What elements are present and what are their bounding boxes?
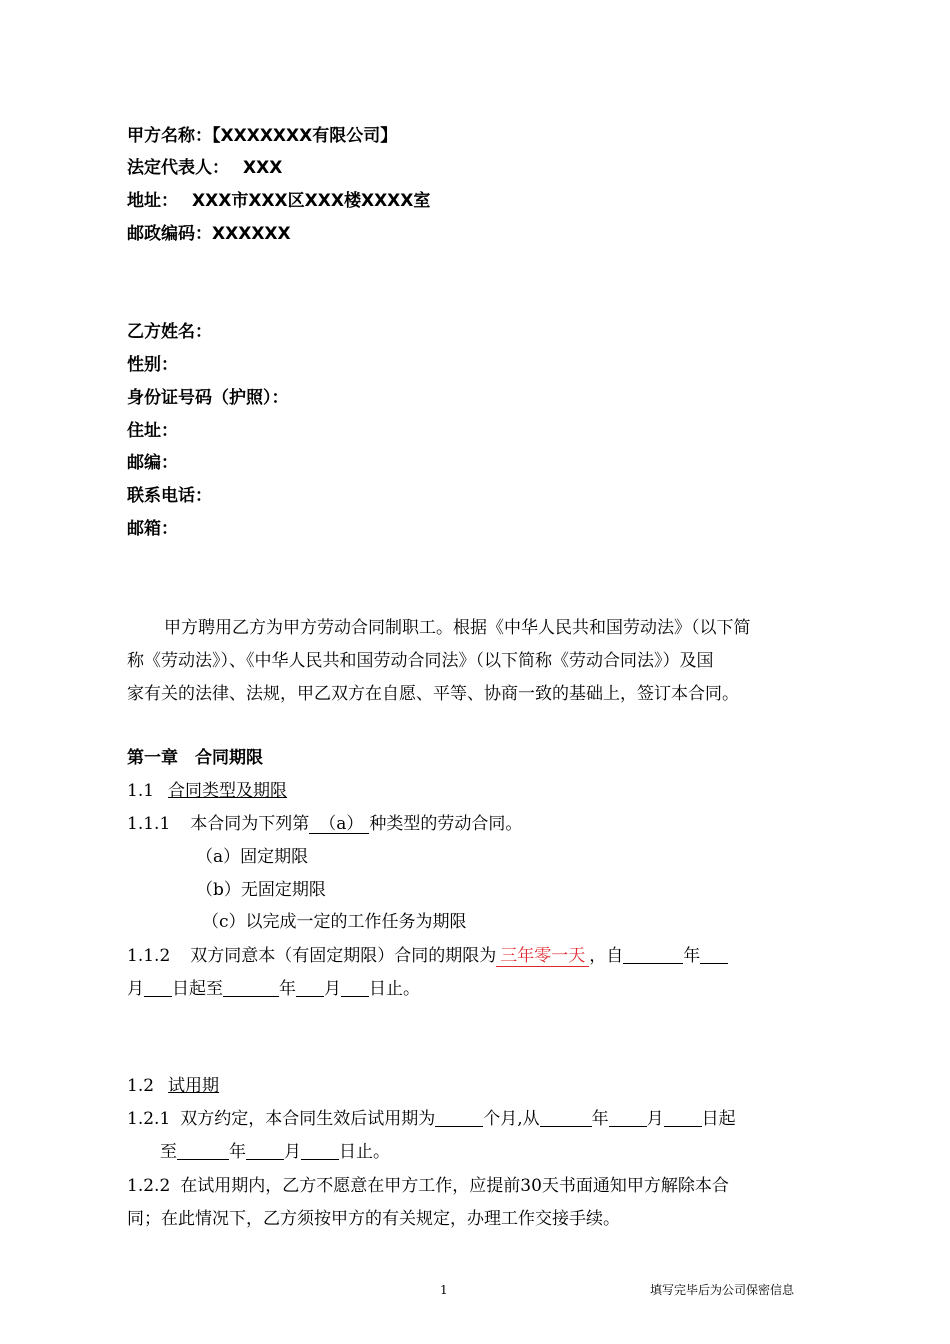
party-b-gender-label: 性别： (127, 355, 178, 375)
section-1-2-1-cont (160, 1140, 390, 1164)
intro-line-3: 家有关的法律、法规，甲乙双方在自愿、平等、协商一致的基础上，签订本合同。 (127, 684, 739, 704)
year-label: 年 (683, 946, 701, 966)
party-b-postal-label: 邮编： (127, 453, 178, 473)
option-c: （c）以完成一定的工作任务为期限 (202, 912, 467, 932)
section-1-2 (127, 1074, 219, 1098)
section-1-2-number: 1.2 (127, 1076, 155, 1096)
party-a-address (127, 189, 430, 213)
party-b-address-label: 住址： (127, 421, 178, 441)
section-1-1-1-text: 本合同为下列第 (190, 814, 310, 834)
party-a-rep-value: XXX (243, 158, 283, 178)
section-1-1-2-number: 1.1.2 (127, 946, 171, 966)
party-a-postal (127, 222, 291, 246)
probation-start-day-blank (664, 1108, 702, 1127)
party-a-representative (127, 156, 282, 180)
party-a-name (127, 124, 397, 148)
section-1-2-1-text: 双方约定，本合同生效后试用期为 (180, 1109, 436, 1129)
section-1-2-2-number: 1.2.2 (127, 1176, 171, 1196)
section-1-1-2-text: 双方同意本（有固定期限）合同的期限为 (190, 946, 497, 966)
month-label: 月 (646, 1109, 664, 1129)
section-1-1-1-text-end: 种类型的劳动合同。 (369, 814, 523, 834)
section-1-2-title: 试用期 (168, 1076, 220, 1096)
probation-start-month-blank (609, 1108, 647, 1127)
probation-end-year-blank (177, 1141, 229, 1160)
section-1-1 (127, 779, 287, 803)
option-a: （a）固定期限 (196, 847, 309, 867)
section-1-1-2-from: ，自 (589, 946, 624, 966)
party-a-postal-label: 邮政编码： (127, 224, 212, 244)
intro-line-1: 甲方聘用乙方为甲方劳动合同制职工。根据《中华人民共和国劳动法》（以下简 (164, 618, 751, 638)
month-label: 月 (127, 979, 144, 999)
section-1-2-1-number: 1.2.1 (127, 1109, 171, 1129)
end-month-blank (296, 978, 324, 997)
probation-months-blank (435, 1108, 483, 1127)
to-label: 至 (160, 1142, 177, 1162)
section-1-1-title: 合同类型及期限 (168, 781, 288, 801)
confidential-note: 填写完毕后为公司保密信息 (650, 1283, 795, 1297)
month-label: 月 (284, 1142, 301, 1162)
party-a-addr-value: XXX市XXX区XXX楼XXXX室 (192, 191, 431, 211)
section-1-1-number: 1.1 (127, 781, 155, 801)
end-day-blank (341, 978, 369, 997)
day-end-label: 日止。 (369, 979, 420, 999)
contract-type-choice: （a） (309, 815, 369, 834)
party-a-name-value: 【XXXXXXX有限公司】 (212, 126, 398, 146)
party-b-name-label: 乙方姓名： (127, 322, 212, 342)
section-1-1-2 (127, 944, 728, 968)
day-from-label: 日起至 (172, 979, 223, 999)
start-month-blank (700, 945, 728, 964)
start-day-blank (144, 978, 172, 997)
year-label: 年 (229, 1142, 246, 1162)
year-label: 年 (279, 979, 296, 999)
option-b: （b）无固定期限 (196, 880, 326, 900)
end-year-blank (223, 978, 279, 997)
party-a-postal-value: XXXXXX (212, 224, 291, 244)
section-1-2-1-from: 个月,从 (483, 1109, 540, 1129)
probation-end-day-blank (301, 1141, 339, 1160)
probation-start-year-blank (540, 1108, 592, 1127)
party-a-rep-label: 法定代表人： (127, 158, 229, 178)
section-1-2-2 (127, 1174, 729, 1198)
section-1-1-1-number: 1.1.1 (127, 814, 171, 834)
party-a-name-label: 甲方名称： (127, 126, 212, 146)
party-b-email-label: 邮箱： (127, 519, 178, 539)
probation-end-month-blank (246, 1141, 284, 1160)
day-end-label: 日止。 (339, 1142, 390, 1162)
section-1-2-1 (127, 1107, 736, 1131)
section-1-2-2-cont: 同；在此情况下，乙方须按甲方的有关规定，办理工作交接手续。 (127, 1209, 620, 1229)
chapter-1-title: 第一章 合同期限 (127, 748, 263, 768)
party-b-id-label: 身份证号码（护照）： (127, 388, 289, 408)
page-number: 1 (440, 1283, 448, 1297)
party-a-addr-label: 地址： (127, 191, 178, 211)
year-label: 年 (591, 1109, 609, 1129)
contract-term-value: 三年零一天 (496, 946, 589, 967)
intro-line-2: 称《劳动法》）、《中华人民共和国劳动合同法》（以下简称《劳动合同法》）及国 (127, 651, 714, 671)
party-b-phone-label: 联系电话： (127, 486, 212, 506)
start-year-blank (623, 945, 683, 964)
section-1-1-1 (127, 812, 522, 836)
section-1-2-2-text: 在试用期内，乙方不愿意在甲方工作，应提前30天书面通知甲方解除本合 (180, 1176, 729, 1196)
section-1-2-1-start: 日起 (701, 1109, 736, 1129)
month-label: 月 (324, 979, 341, 999)
section-1-1-2-cont (127, 977, 420, 1001)
